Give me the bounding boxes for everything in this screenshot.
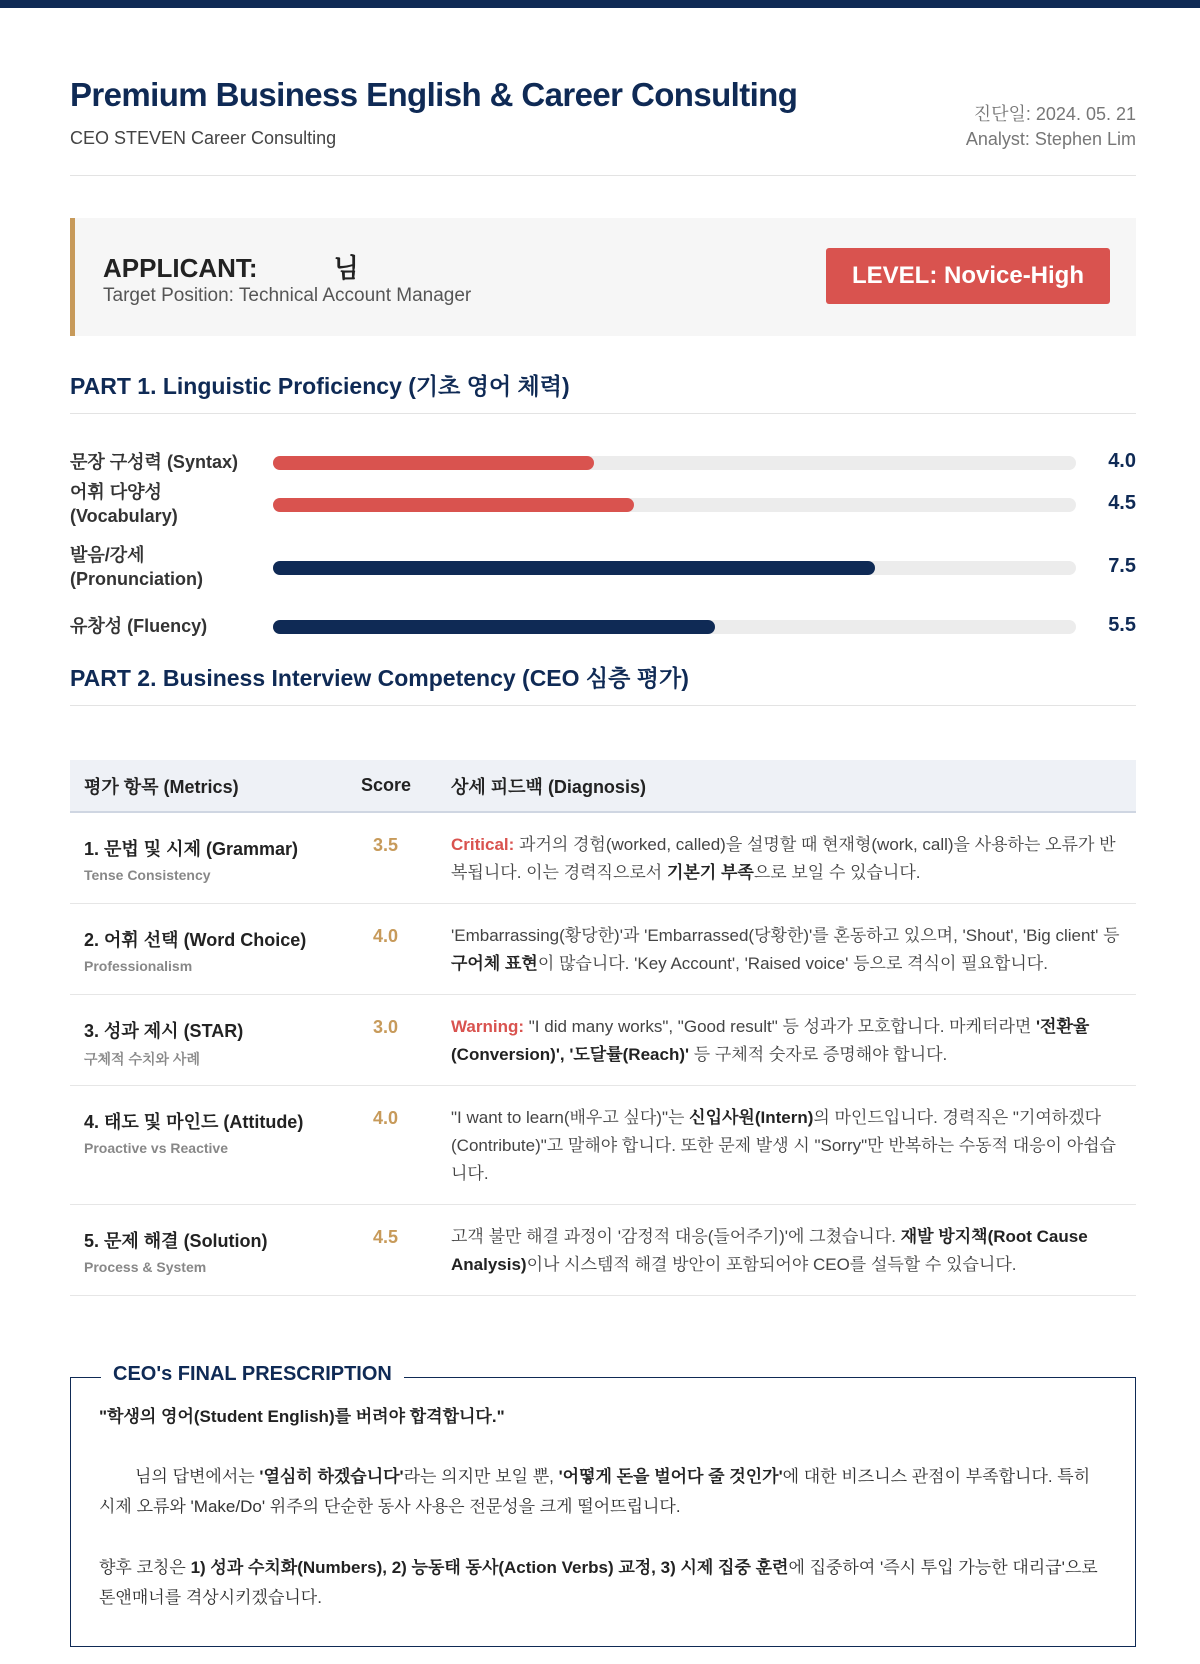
diagnosis-part: 고객 불만 해결 과정이 '감정적 대응(들어주기)'에 그쳤습니다. (451, 1227, 901, 1246)
proficiency-value: 4.0 (1108, 450, 1136, 472)
p2-bold-b: 1) 성과 수치화(Numbers), 2) 능동태 동사(Action Verbs) 교정, 3) 시제 집중 훈련 (190, 1558, 789, 1577)
proficiency-value: 4.5 (1108, 492, 1136, 514)
prescription-quote: "학생의 영어(Student English)를 버려야 합격합니다." (99, 1407, 505, 1426)
diagnosis-cell (451, 1205, 1136, 1296)
top-accent-bar (0, 0, 1200, 8)
proficiency-track (273, 620, 1076, 634)
report-meta (966, 102, 1136, 152)
diagnosis-part: 'Embarrassing(황당한)'과 'Embarrassed(당황한)'를 혼동하고 있으며, 'Shout', 'Big client' 등 (451, 926, 1120, 945)
diagnosis-emphasis: 구어체 표현 (451, 954, 538, 973)
metric-cell (70, 1086, 361, 1205)
applicant-label: APPLICANT: (103, 253, 258, 283)
diagnosis-part: 등 구체적 숫자로 증명해야 합니다. (689, 1045, 948, 1064)
diagnosis-emphasis: 신입사원(Intern) (689, 1108, 814, 1127)
diagnosis-part: 의 마인드입니다. 경력직은 "기여하겠다(Contribute)"고 말해야 합니다. 또한 문제 발생 시 "Sorry"만 반복하는 수동적 대응이 아쉽습니다. (451, 1108, 1116, 1183)
competency-table (70, 760, 1136, 1296)
metric-score: 3.5 (373, 835, 399, 855)
report-header (70, 76, 1136, 176)
diagnosis-cell (451, 904, 1136, 995)
p1-bold-d: '어떻게 돈을 벌어다 줄 것인가' (558, 1467, 783, 1486)
p1-text-c: 라는 의지만 보일 뿐, (403, 1467, 559, 1486)
metric-name: 3. 성과 제시 (STAR) (84, 1021, 244, 1041)
diagnosis-tag: Warning: (451, 1017, 525, 1036)
proficiency-track (273, 561, 1076, 575)
report-subtitle: CEO STEVEN Career Consulting (70, 128, 337, 148)
proficiency-value: 7.5 (1108, 555, 1136, 577)
table-row (70, 1205, 1136, 1296)
table-header-row (70, 760, 1136, 812)
diagnosis-part: 과거의 경험(worked, called)을 설명할 때 현재형(work, call)을 사용하는 오류가 반복됩니다. 이는 경력직으로서 (451, 835, 1116, 882)
p1-text-e: 에 대한 비즈니스 관점이 부족합니다. 특히 시제 오류와 'Make/Do' 위주의 단순한 동사 사용은 전문성을 크게 떨어뜨립니다. (99, 1467, 1091, 1516)
table-row (70, 812, 1136, 904)
diagnosis-tag: Critical: (451, 835, 515, 854)
p1-text-a: 님의 답변에서는 (135, 1467, 260, 1486)
metric-cell (70, 1205, 361, 1296)
diagnosis-text (451, 1104, 1122, 1188)
diagnosis-part: "I want to learn(배우고 싶다)"는 (451, 1108, 690, 1127)
header-score: Score (361, 760, 451, 812)
metric-subtitle: Process & System (84, 1259, 207, 1275)
proficiency-fill (273, 620, 715, 634)
metric-cell (70, 904, 361, 995)
metric-subtitle: Tense Consistency (84, 867, 211, 883)
metric-name: 5. 문제 해결 (Solution) (84, 1231, 268, 1251)
metric-score: 4.5 (373, 1227, 399, 1247)
metric-score: 3.0 (373, 1017, 399, 1037)
diagnosis-text (451, 922, 1122, 978)
prescription-paragraph-2 (99, 1553, 1109, 1613)
header-metrics: 평가 항목 (Metrics) (70, 760, 361, 812)
diagnosis-text (451, 831, 1122, 887)
diagnosis-text (451, 1013, 1122, 1069)
proficiency-fill (273, 561, 875, 575)
p1-bold-b: '열심히 하겠습니다' (259, 1467, 404, 1486)
proficiency-fill (273, 498, 634, 512)
table-row (70, 904, 1136, 995)
diagnosis-text (451, 1223, 1122, 1279)
p2-text-a: 향후 코칭은 (99, 1558, 191, 1577)
diagnosis-emphasis: 재발 방지책(Root Cause Analysis) (451, 1227, 1088, 1274)
metric-name: 4. 태도 및 마인드 (Attitude) (84, 1112, 304, 1132)
metric-name: 1. 문법 및 시제 (Grammar) (84, 839, 298, 859)
proficiency-track (273, 456, 1076, 470)
proficiency-label: 유창성 (Fluency) (70, 616, 208, 636)
proficiency-value: 5.5 (1108, 614, 1136, 636)
diagnosis-part: 이 많습니다. 'Key Account', 'Raised voice' 등으로 격식이 필요합니다. (537, 954, 1048, 973)
diagnosis-cell (451, 995, 1136, 1086)
score-cell (361, 904, 451, 995)
metric-subtitle: 구체적 수치와 사례 (84, 1051, 200, 1067)
diagnosis-emphasis: '전환율(Conversion)', '도달률(Reach)' (451, 1017, 1090, 1064)
diagnosis-part: 이나 시스템적 해결 방안이 포함되어야 CEO를 설득할 수 있습니다. (526, 1255, 1017, 1274)
applicant-suffix: 님 (333, 253, 359, 283)
metric-cell (70, 812, 361, 904)
metric-score: 4.0 (373, 926, 399, 946)
diagnosis-part: 으로 보일 수 있습니다. (753, 863, 921, 882)
p2-text-c: 에 집중하여 '즉시 투입 가능한 대리급'으로 톤앤매너를 격상시키겠습니다. (99, 1558, 1098, 1607)
prescription-title: CEO's FINAL PRESCRIPTION (101, 1363, 404, 1386)
applicant-card (70, 218, 1136, 336)
score-cell (361, 812, 451, 904)
score-cell (361, 995, 451, 1086)
part1-title: PART 1. Linguistic Proficiency (기초 영어 체력) (70, 368, 1136, 414)
metric-cell (70, 995, 361, 1086)
final-prescription-box (70, 1363, 1136, 1647)
diagnosis-emphasis: 기본기 부족 (666, 863, 754, 882)
proficiency-fill (273, 456, 594, 470)
target-position: Target Position: Technical Account Manager (103, 285, 472, 306)
analyst-name: Analyst: Stephen Lim (965, 129, 1136, 149)
table-row (70, 1086, 1136, 1205)
applicant-name (103, 248, 359, 285)
score-cell (361, 1205, 451, 1296)
diagnosis-date: 진단일: 2024. 05. 21 (973, 104, 1136, 124)
proficiency-track (273, 498, 1076, 512)
diagnosis-part: "I did many works", "Good result" 등 성과가 모호합니다. 마케터라면 (524, 1017, 1037, 1036)
proficiency-label: 어휘 다양성 (Vocabulary) (70, 482, 178, 526)
proficiency-label: 발음/강세 (Pronunciation) (70, 545, 203, 589)
report-title: Premium Business English & Career Consulting (70, 76, 798, 113)
level-badge: LEVEL: Novice-High (826, 248, 1110, 304)
metric-name: 2. 어휘 선택 (Word Choice) (84, 930, 307, 950)
diagnosis-cell (451, 1086, 1136, 1205)
proficiency-label: 문장 구성력 (Syntax) (70, 452, 238, 472)
table-row (70, 995, 1136, 1086)
metric-subtitle: Professionalism (84, 958, 193, 974)
score-cell (361, 1086, 451, 1205)
diagnosis-cell (451, 812, 1136, 904)
metric-score: 4.0 (373, 1108, 399, 1128)
part2-title: PART 2. Business Interview Competency (CEO 심층 평가) (70, 660, 1136, 706)
metric-subtitle: Proactive vs Reactive (84, 1140, 228, 1156)
prescription-paragraph-1 (99, 1462, 1109, 1522)
header-diagnosis: 상세 피드백 (Diagnosis) (451, 760, 1136, 812)
